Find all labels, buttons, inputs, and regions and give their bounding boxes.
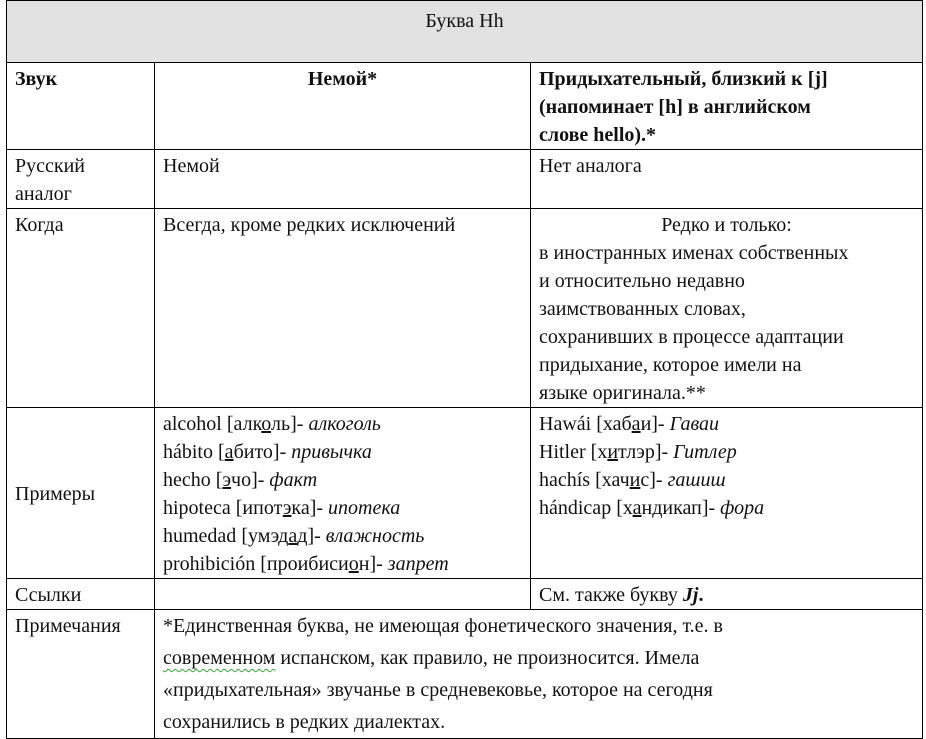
example-line: Hitler [хитлэр]- Гитлер — [539, 441, 737, 463]
when-line: заимствованных словах, — [539, 298, 746, 320]
cell-silent — [155, 579, 531, 610]
row-label: Ссылки — [7, 579, 155, 610]
row-when — [7, 209, 923, 408]
cell-silent: Всегда, кроме редких исключений — [155, 209, 531, 408]
table-title: Буква Hh — [7, 1, 923, 63]
header-aspirated-line: Придыхательный, близкий к [j] — [539, 68, 828, 90]
header-aspirated-line: (напоминает [h] в английском — [539, 96, 811, 118]
row-label-line: Русский — [15, 155, 85, 177]
when-line: языке оригинала.** — [539, 382, 706, 404]
example-line: alcohol [алколь]- алкоголь — [163, 413, 381, 435]
header-row — [7, 63, 923, 150]
when-heading: Редко и только: — [661, 214, 792, 236]
header-aspirated — [531, 63, 923, 150]
cell-aspirated: Нет аналога — [531, 150, 923, 209]
when-line: сохранивших в процессе адаптации — [539, 326, 844, 348]
note-line: сохранились в редких диалектах. — [163, 711, 446, 733]
row-examples — [7, 408, 923, 579]
note-line: *Единственная буква, не имеющая фонетического значения, т.е. в — [163, 615, 723, 637]
row-label: Когда — [7, 209, 155, 408]
row-label — [7, 150, 155, 209]
cell-aspirated — [531, 209, 923, 408]
document — [6, 0, 922, 739]
note-line: «придыхательная» звучанье в средневековье, которое на сегодня — [163, 679, 713, 701]
header-silent: Немой* — [155, 63, 531, 150]
row-label: Примеры — [7, 408, 155, 579]
letter-h-table — [6, 0, 923, 739]
row-notes — [7, 610, 923, 739]
when-line: в иностранных именах собственных — [539, 242, 849, 264]
row-links — [7, 579, 923, 610]
when-line: придыхание, которое имели на — [539, 354, 802, 376]
example-line: prohibición [проибисион]- запрет — [163, 553, 449, 575]
example-line: hachís [хачис]- гашиш — [539, 469, 726, 491]
spellcheck-underline: современном — [163, 647, 276, 669]
row-russian-analog — [7, 150, 923, 209]
link-letter-jj: Jj — [682, 584, 699, 606]
example-line: hábito [абито]- привычка — [163, 441, 372, 463]
row-label: Примечания — [7, 610, 155, 739]
cell-silent-examples — [155, 408, 531, 579]
example-line: hecho [эчо]- факт — [163, 469, 318, 491]
header-sound: Звук — [7, 63, 155, 150]
cell-aspirated-links: См. также букву Jj. — [531, 579, 923, 610]
notes-text — [155, 610, 923, 739]
example-line: humedad [умэдад]- влажность — [163, 525, 425, 547]
title-row — [7, 1, 923, 63]
example-line: hipoteca [ипотэка]- ипотека — [163, 497, 401, 519]
when-line: и относительно недавно — [539, 270, 745, 292]
note-line: современном испанском, как правило, не произносится. Имела — [163, 647, 700, 669]
cell-silent: Немой — [155, 150, 531, 209]
example-line: Hawái [хабаи]- Гаваи — [539, 413, 720, 435]
cell-aspirated-examples — [531, 408, 923, 579]
example-line: hándicap [хандикап]- фора — [539, 497, 765, 519]
header-aspirated-line: слове hello).* — [539, 124, 657, 146]
row-label-line: аналог — [15, 183, 72, 205]
